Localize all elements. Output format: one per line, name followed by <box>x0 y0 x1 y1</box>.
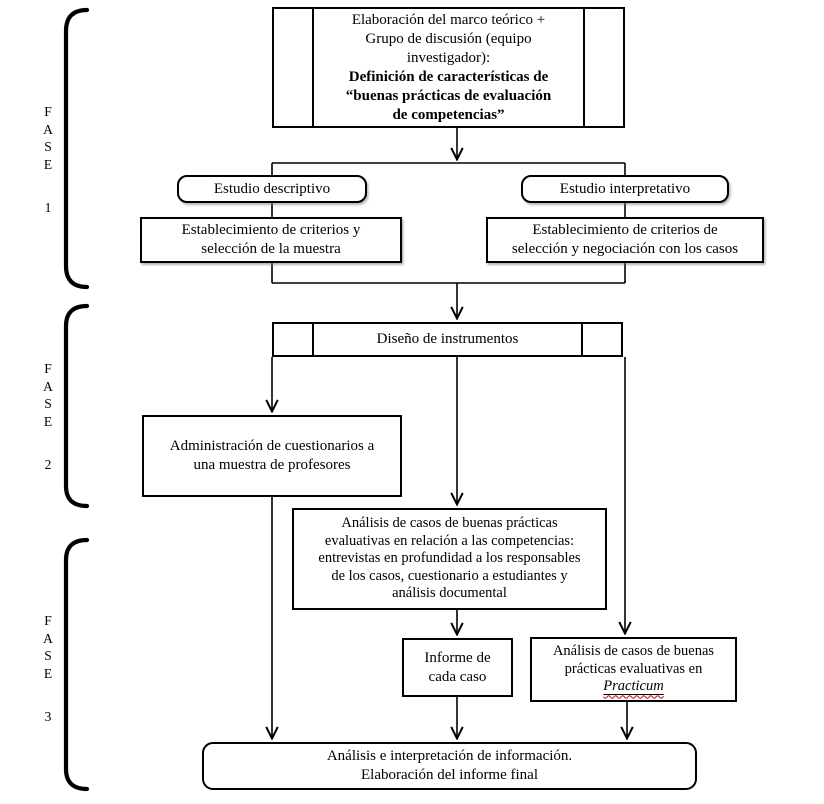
estudio-descriptivo-box <box>177 175 367 203</box>
marco-teorico-line: investigador): <box>406 49 491 66</box>
fase-1-brace <box>66 10 87 287</box>
fase-3-number: 3 <box>44 709 52 724</box>
fase-3-label: F A S E 3 <box>36 612 60 726</box>
marco-teorico-line: Grupo de discusión (equipo <box>365 30 532 47</box>
marco-teorico-box <box>272 7 625 128</box>
diseno-left-cell <box>274 324 314 355</box>
marco-teorico-bold-line: de competencias” <box>392 106 505 123</box>
criterios-muestra-box: Establecimiento de criterios y selección de la muestra <box>140 217 402 263</box>
analisis-casos-box: Análisis de casos de buenas prácticas evaluativas en relación a las competencias: entrevistas en profundidad a los responsables de los casos, cuestionario a estudiantes y análisis documental <box>292 508 607 610</box>
informe-final-box: Análisis e interpretación de información. Elaboración del informe final <box>202 742 697 790</box>
fase-3-brace <box>66 540 87 789</box>
estudio-interpretativo-label: Estudio interpretativo <box>559 180 691 197</box>
fase-1-label: F A S E 1 <box>36 103 60 217</box>
fase-2-brace <box>66 306 87 506</box>
fase-2-label: F A S E 2 <box>36 360 60 474</box>
marco-teorico-bold-line: “buenas prácticas de evaluación <box>345 87 552 104</box>
marco-teorico-left-cell <box>274 9 314 126</box>
estudio-descriptivo-label: Estudio descriptivo <box>213 180 331 197</box>
diseno-instrumentos-box <box>272 322 623 357</box>
fase-2-number: 2 <box>44 457 52 472</box>
marco-teorico-line: Elaboración del marco teórico + <box>351 11 546 28</box>
diseno-right-cell <box>581 324 621 355</box>
administracion-cuestionarios-box: Administración de cuestionarios a una muestra de profesores <box>142 415 402 497</box>
marco-teorico-right-cell <box>583 9 623 126</box>
fase-1-number: 1 <box>44 200 52 215</box>
estudio-interpretativo-box <box>521 175 729 203</box>
practicum-word: Practicum <box>603 678 664 695</box>
diseno-instrumentos-label: Diseño de instrumentos <box>376 331 519 347</box>
criterios-casos-box: Establecimiento de criterios de selección y negociación con los casos <box>486 217 764 263</box>
informe-caso-box: Informe de cada caso <box>402 638 513 697</box>
analisis-practicum-box: Análisis de casos de buenas prácticas evaluativas en Practicum <box>530 637 737 702</box>
marco-teorico-bold-line: Definición de características de <box>348 68 549 85</box>
